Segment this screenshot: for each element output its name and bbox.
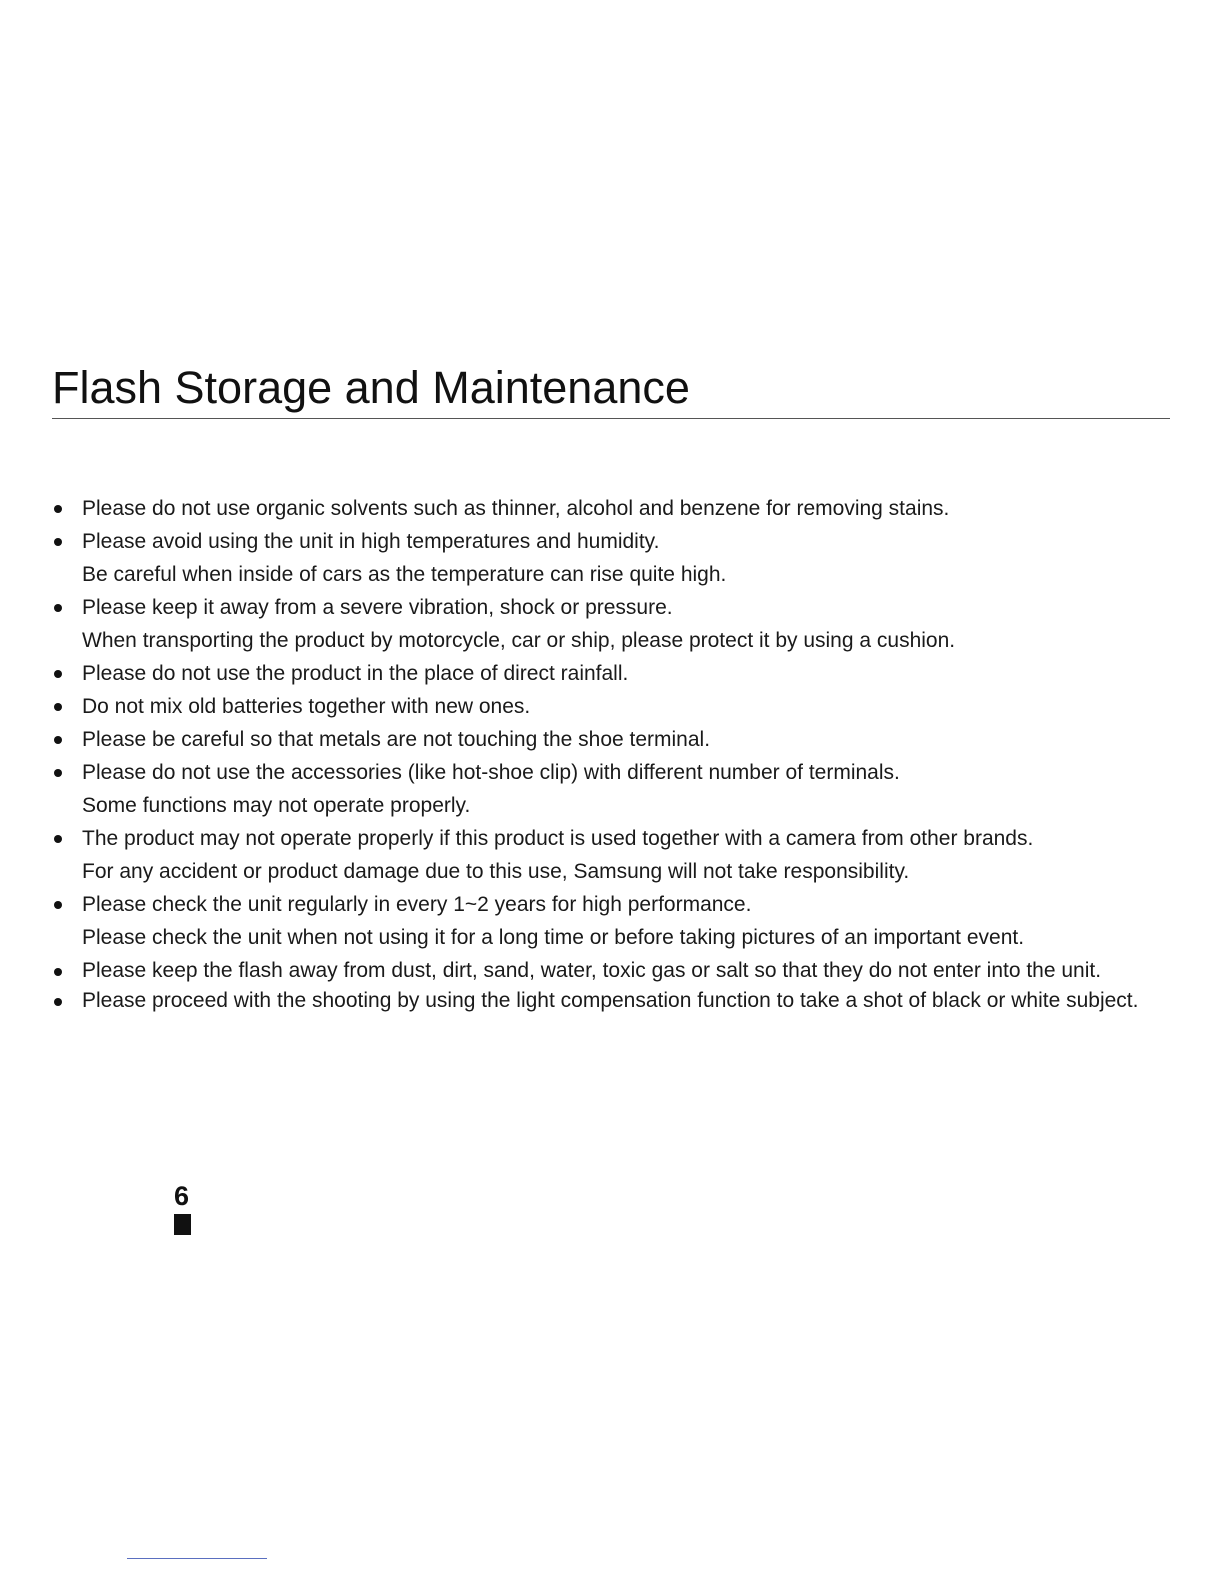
list-item	[48, 756, 1178, 822]
list-item-text: Please check the unit regularly in every 1~2 years for high performance.	[82, 893, 752, 916]
page-number: 6	[174, 1181, 190, 1211]
list-item-text: Please do not use the accessories (like hot-shoe clip) with different number of terminals.	[82, 761, 900, 784]
list-item-text: When transporting the product by motorcycle, car or ship, please protect it by using a cushion.	[82, 629, 956, 652]
footer-divider	[127, 1558, 267, 1559]
list-item	[48, 888, 1178, 954]
bullet-dot-icon	[54, 901, 62, 909]
list-item-text: Please keep it away from a severe vibration, shock or pressure.	[82, 596, 673, 619]
list-item	[48, 987, 1178, 1014]
list-item-text: Please check the unit when not using it for a long time or before taking pictures of an important event.	[82, 926, 1025, 949]
list-item-text: Please keep the flash away from dust, dirt, sand, water, toxic gas or salt so that they do not enter into the unit.	[82, 959, 1102, 982]
page-marker-square	[174, 1214, 191, 1235]
list-item	[48, 492, 1178, 525]
list-item	[48, 525, 1178, 591]
title-underline-divider	[52, 418, 1170, 419]
bullet-dot-icon	[54, 703, 62, 711]
maintenance-bullet-list	[48, 492, 1178, 1017]
list-item-text: Please avoid using the unit in high temperatures and humidity.	[82, 530, 660, 553]
list-item-text: Please be careful so that metals are not touching the shoe terminal.	[82, 728, 711, 751]
list-item-text: Some functions may not operate properly.	[82, 794, 471, 817]
list-item-text: Do not mix old batteries together with new ones.	[82, 695, 531, 718]
bullet-dot-icon	[54, 670, 62, 678]
bullet-dot-icon	[54, 505, 62, 513]
list-item	[48, 690, 1178, 723]
list-item-text: For any accident or product damage due to this use, Samsung will not take responsibility.	[82, 860, 910, 883]
bullet-dot-icon	[54, 769, 62, 777]
page-title: Flash Storage and Maintenance	[52, 362, 690, 413]
list-item	[48, 657, 1178, 690]
list-item	[48, 822, 1178, 888]
list-item-text: Please proceed with the shooting by using the light compensation function to take a shot of black or white subject.	[82, 989, 1139, 1012]
bullet-dot-icon	[54, 998, 62, 1006]
list-item-text: The product may not operate properly if this product is used together with a camera from other brands.	[82, 827, 1034, 850]
list-item-text: Please do not use organic solvents such as thinner, alcohol and benzene for removing stains.	[82, 497, 950, 520]
bullet-dot-icon	[54, 604, 62, 612]
bullet-dot-icon	[54, 835, 62, 843]
bullet-dot-icon	[54, 736, 62, 744]
list-item-text: Be careful when inside of cars as the temperature can rise quite high.	[82, 563, 727, 586]
bullet-dot-icon	[54, 968, 62, 976]
list-item	[48, 591, 1178, 657]
list-item	[48, 957, 1178, 984]
bullet-dot-icon	[54, 538, 62, 546]
list-item	[48, 723, 1178, 756]
list-item-text: Please do not use the product in the place of direct rainfall.	[82, 662, 629, 685]
